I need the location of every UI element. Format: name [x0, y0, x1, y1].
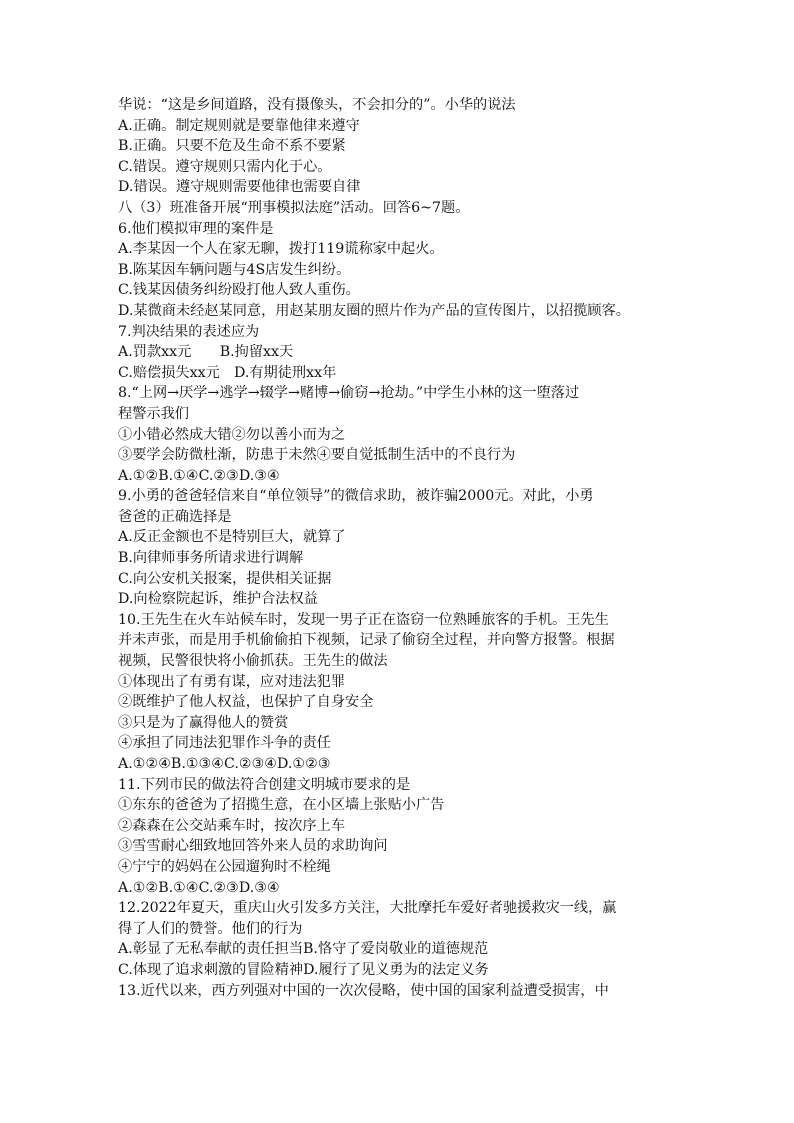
statement-line: ②既维护了他人权益，也保护了自身安全: [118, 694, 374, 711]
question-stem: 6.他们模拟审理的案件是: [118, 220, 274, 237]
statement-line: ①小错必然成大错②勿以善小而为之: [118, 426, 346, 443]
question-stem: 程警示我们: [118, 405, 189, 422]
question-stem: 12.2022年夏天，重庆山火引发多方关注，大批摩托车爱好者驰援救灾一线，赢: [118, 900, 617, 917]
option-line: C.赔偿损失xx元 D.有期徒刑xx年: [118, 364, 337, 381]
option-line: B.正确。只要不危及生命不系不要紧: [118, 138, 346, 155]
answer-options: A.①②④B.①③④C.②③④D.①②③: [118, 756, 331, 772]
option-line: A.罚款xx元 B.拘留xx天: [118, 344, 294, 361]
option-line: C.体现了追求刺激的冒险精神D.履行了见义勇为的法定义务: [118, 961, 489, 978]
option-line: D.错误。遵守规则需要他律也需要自律: [118, 179, 361, 196]
option-line: B.向律师事务所请求进行调解: [118, 550, 304, 567]
statement-line: ④承担了同违法犯罪作斗争的责任: [118, 735, 331, 752]
text-line: 华说：“这是乡间道路，没有摄像头，不会扣分的”。小华的说法: [118, 97, 516, 113]
question-stem: 视频，民警很快将小偷抓获。王先生的做法: [118, 653, 388, 670]
question-stem: 7.判决结果的表述应为: [118, 323, 260, 340]
option-line: B.陈某因车辆问题与4S店发生纠纷。: [118, 261, 351, 278]
statement-line: ③只是为了赢得他人的赞赏: [118, 714, 289, 731]
answer-options: A.①②B.①④C.②③D.③④: [118, 879, 280, 896]
statement-line: ③雪雪耐心细致地回答外来人员的求助询问: [118, 838, 388, 855]
option-line: A.李某因一个人在家无聊，拨打119谎称家中起火。: [118, 241, 444, 258]
question-stem: 得了人们的赞誉。他们的行为: [118, 920, 303, 937]
statement-line: ②森森在公交站乘车时，按次序上车: [118, 817, 346, 834]
option-line: A.反正金额也不是特别巨大，就算了: [118, 529, 346, 546]
question-stem: 8.“上网→厌学→逃学→辍学→赌博→偷窃→抢劫。”中学生小林的这一堕落过: [118, 385, 580, 402]
question-stem: 10.王先生在火车站候车时，发现一男子正在盗窃一位熟睡旅客的手机。王先生: [118, 611, 609, 628]
statement-line: ①体现出了有勇有谋，应对违法犯罪: [118, 673, 346, 690]
question-stem: 13.近代以来，西方列强对中国的一次次侵略，使中国的国家利益遭受损害，中: [118, 982, 609, 999]
statement-line: ①东东的爸爸为了招揽生意，在小区墙上张贴小广告: [118, 797, 445, 814]
exam-text-block: [118, 95, 678, 1001]
question-stem: 并未声张，而是用手机偷偷拍下视频，记录了偷窃全过程，并向警方报警。根据: [118, 632, 615, 649]
answer-options: A.①②B.①④C.②③D.③④: [118, 467, 280, 484]
statement-line: ④宁宁的妈妈在公园遛狗时不栓绳: [118, 858, 331, 875]
option-line: C.钱某因债务纠纷殴打他人致人重伤。: [118, 282, 360, 299]
question-stem: 11.下列市民的做法符合创建文明城市要求的是: [118, 776, 411, 793]
option-line: D.向检察院起诉，维护合法权益: [118, 591, 318, 608]
option-line: C.错误。遵守规则只需内化于心。: [118, 158, 332, 175]
option-line: D.某微商未经赵某同意，用赵某朋友圈的照片作为产品的宣传图片，以招揽顾客。: [118, 302, 630, 319]
statement-line: ③要学会防微杜渐，防患于未然④要自觉抵制生活中的不良行为: [118, 447, 516, 464]
option-line: A.正确。制定规则就是要靠他律来遵守: [118, 117, 360, 134]
question-stem: 爸爸的正确选择是: [118, 508, 232, 525]
question-stem: 9.小勇的爸爸轻信来自“单位领导”的微信求助，被诈骗2000元。对此，小勇: [118, 488, 594, 505]
option-line: C.向公安机关报案，提供相关证据: [118, 570, 332, 587]
option-line: A.彰显了无私奉献的责任担当B.恪守了爱岗敬业的道德规范: [118, 941, 489, 958]
section-intro: 八（3）班准备开展“刑事模拟法庭”活动。回答6~7题。: [118, 199, 470, 216]
